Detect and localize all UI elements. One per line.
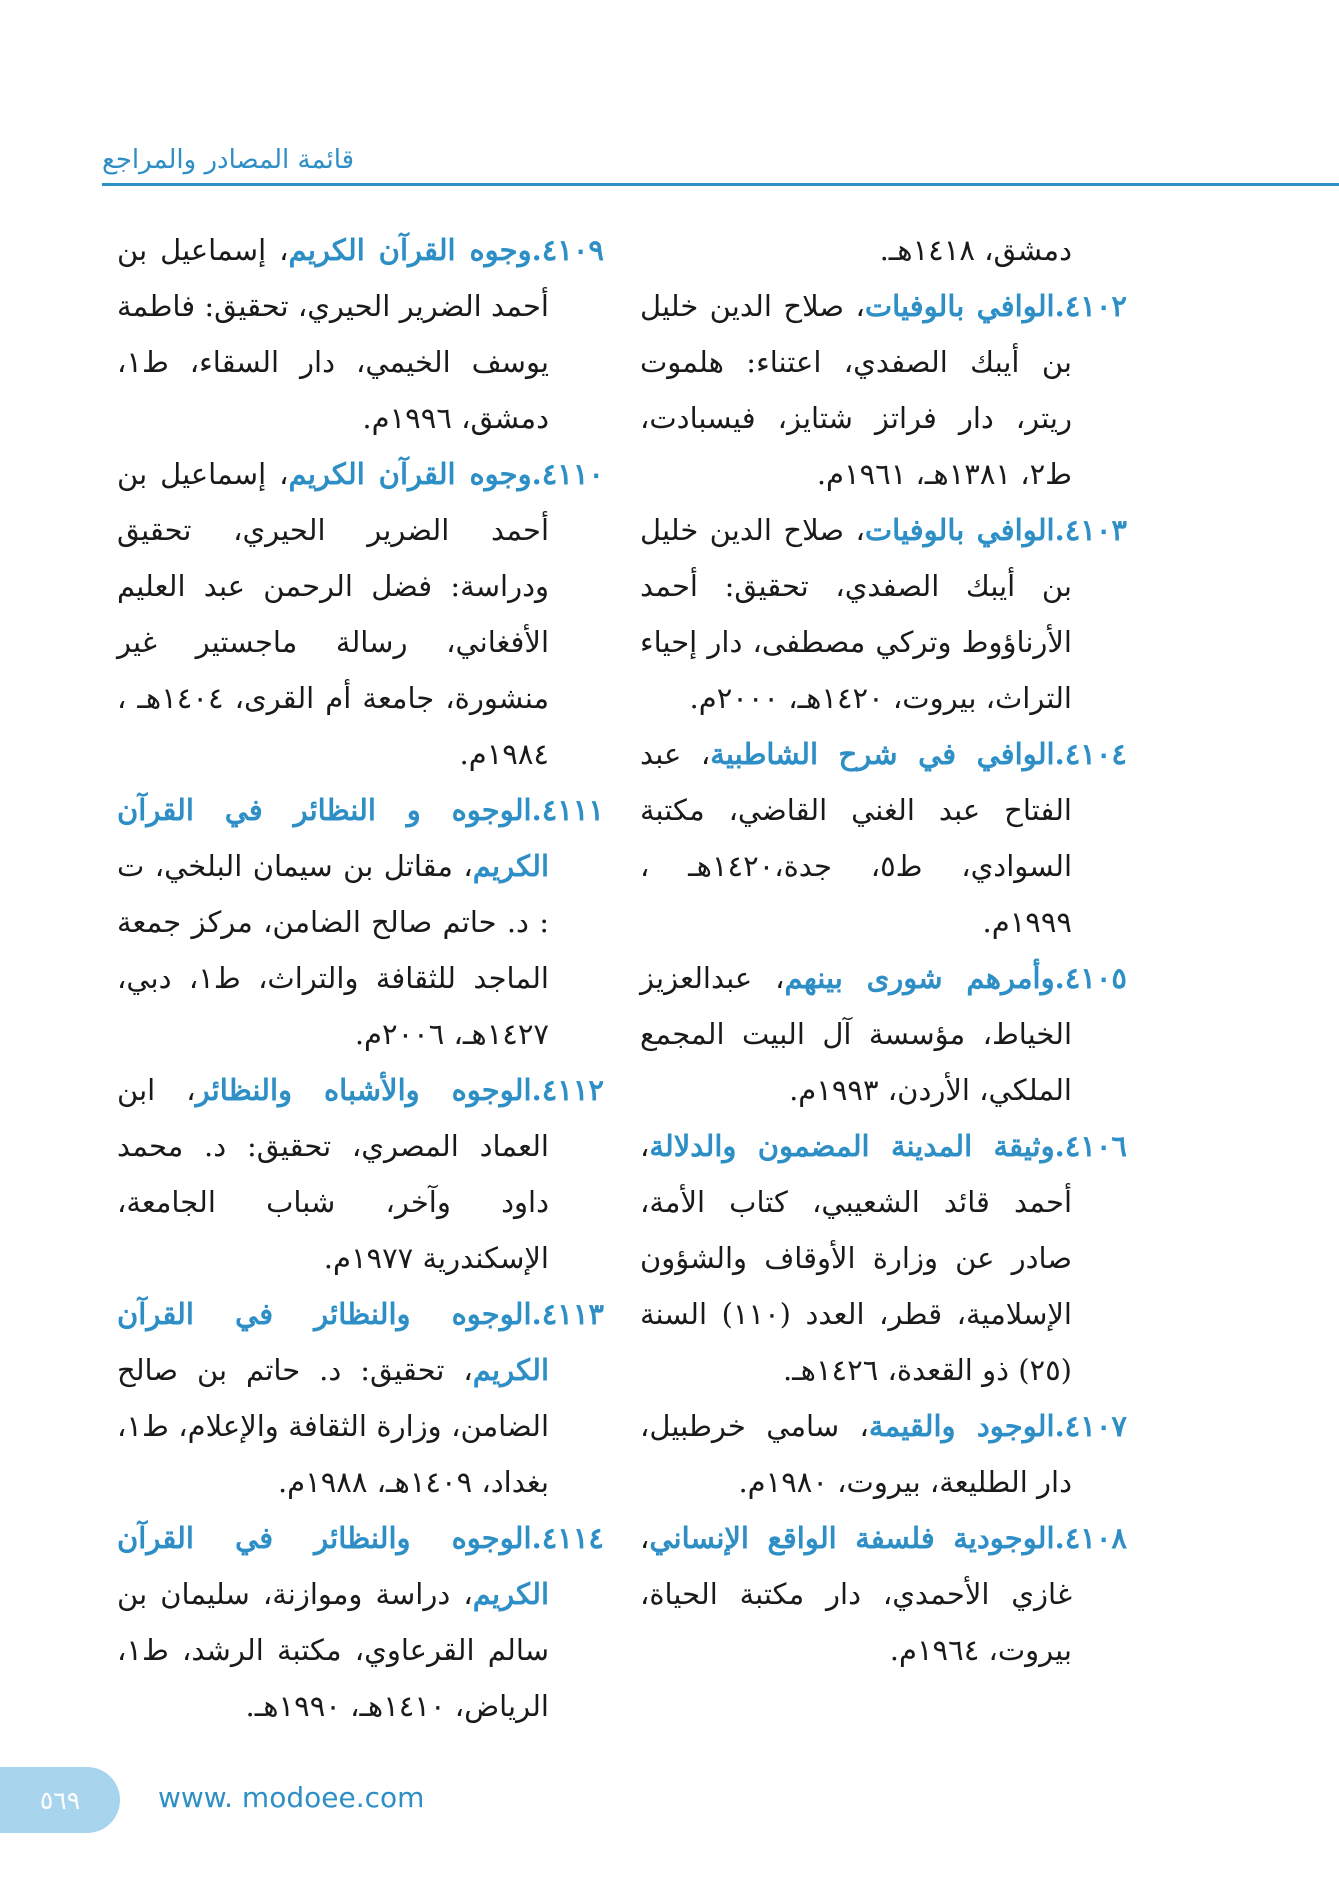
- entry-title: .وأمرهم شورى بينهم: [784, 961, 1065, 995]
- entry-details: ، عبد الفتاح عبد الغني القاضي، مكتبة السوادي، ط٥، جدة،١٤٢٠هـ ، ١٩٩٩م.: [640, 737, 1072, 939]
- entry-number: ٤١٠٥: [1064, 961, 1128, 995]
- entry-title: .وثيقة المدينة المضمون والدلالة: [649, 1129, 1065, 1163]
- page-number: ٥٦٩: [39, 1785, 81, 1815]
- entry-details: ، إسماعيل بن أحمد الضرير الحيري، تحقيق: فاطمة يوسف الخيمي، دار السقاء، ط١، دمشق، ١٩٩٦م.: [117, 233, 549, 435]
- entry-details: ، سامي خرطبيل، دار الطليعة، بيروت، ١٩٨٠م.: [640, 1409, 1072, 1499]
- bibliography-entry: [117, 222, 604, 446]
- entry-title: .وجوه القرآن الكريم: [288, 457, 542, 491]
- right-column: [640, 222, 1127, 1678]
- entry-number: ٤١٠٧: [1064, 1409, 1127, 1443]
- bibliography-entry: [117, 1286, 604, 1510]
- entry-number: ٤١١٣: [541, 1297, 604, 1331]
- entry-number: ٤١٠٨: [1064, 1521, 1127, 1555]
- bibliography-entry: [117, 1510, 604, 1734]
- left-column: [117, 222, 604, 1734]
- entry-number: ٤١١٢: [541, 1073, 604, 1107]
- entry-details: ، أحمد قائد الشعيبي، كتاب الأمة، صادر عن وزارة الأوقاف والشؤون الإسلامية، قطر، العدد (١١٠) السنة (٢٥) ذو القعدة، ١٤٢٦هـ.: [640, 1129, 1072, 1387]
- entry-title: .الوجودية فلسفة الواقع الإنساني: [649, 1521, 1065, 1555]
- bibliography-entry: [117, 1062, 604, 1286]
- entry-details: ، صلاح الدين خليل بن أيبك الصفدي، تحقيق: أحمد الأرناؤوط وتركي مصطفى، دار إحياء التراث، بيروت، ١٤٢٠هـ، ٢٠٠٠م.: [640, 513, 1072, 715]
- entry-title: .الوجوه والنظائر في القرآن الكريم: [117, 1521, 549, 1611]
- entry-title: .الوجوه و النظائر في القرآن الكريم: [117, 793, 549, 883]
- website-url[interactable]: www. modoee.com: [158, 1781, 425, 1814]
- header-rule: [102, 183, 1339, 186]
- entry-title: .الوجوه والنظائر في القرآن الكريم: [117, 1297, 549, 1387]
- bibliography-entry: [640, 1510, 1127, 1678]
- entry-title: .الوافي بالوفيات: [864, 513, 1065, 547]
- entry-number: ٤١١١: [541, 793, 604, 827]
- entry-title: .الوجوه والأشباه والنظائر: [195, 1073, 542, 1107]
- entry-details: ، غازي الأحمدي، دار مكتبة الحياة، بيروت، ١٩٦٤م.: [640, 1521, 1072, 1667]
- page-number-badge: [0, 1767, 120, 1833]
- bibliography-entry: [640, 1398, 1127, 1510]
- entry-number: ٤١٠٢: [1064, 289, 1127, 323]
- entry-number: ٤١١٤: [541, 1521, 604, 1555]
- entry-details: ، مقاتل بن سيمان البلخي، ت : د. حاتم صالح الضامن، مركز جمعة الماجد للثقافة والتراث، ط١، دبي، ١٤٢٧هـ، ٢٠٠٦م.: [117, 849, 549, 1051]
- bibliography-entry: [640, 1118, 1127, 1398]
- entry-number: ٤١٠٤: [1064, 737, 1127, 771]
- entry-number: ٤١٠٦: [1064, 1129, 1127, 1163]
- bibliography-entry: [640, 278, 1127, 502]
- bibliography-entry: [640, 726, 1127, 950]
- bibliography-entry: [117, 782, 604, 1062]
- page-header: [102, 145, 1339, 185]
- entry-title: .الوافي في شرح الشاطبية: [710, 737, 1065, 771]
- entry-details: ، دراسة وموازنة، سليمان بن سالم القرعاوي، مكتبة الرشد، ط١، الرياض، ١٤١٠هـ، ١٩٩٠هـ.: [117, 1577, 549, 1723]
- entry-number: ٤١٠٣: [1064, 513, 1127, 547]
- entry-title: .الوجود والقيمة: [868, 1409, 1065, 1443]
- entry-title: .وجوه القرآن الكريم: [288, 233, 542, 267]
- bibliography-entry: [117, 446, 604, 782]
- entry-details: ، ابن العماد المصري، تحقيق: د. محمد داود وآخر، شباب الجامعة، الإسكندرية ١٩٧٧م.: [117, 1073, 549, 1275]
- bibliography-entry: [640, 502, 1127, 726]
- entry-details: ، تحقيق: د. حاتم بن صالح الضامن، وزارة الثقافة والإعلام، ط١، بغداد، ١٤٠٩هـ، ١٩٨٨م.: [117, 1353, 549, 1499]
- header-title: قائمة المصادر والمراجع: [102, 145, 355, 175]
- entry-number: ٤١٠٩: [541, 233, 605, 267]
- entry-title: .الوافي بالوفيات: [864, 289, 1065, 323]
- entry-details: ، إسماعيل بن أحمد الضرير الحيري، تحقيق ودراسة: فضل الرحمن عبد العليم الأفغاني، رسالة ماجستير غير منشورة، جامعة أم القرى، ١٤٠٤هـ ، ١٩٨٤م.: [117, 457, 549, 771]
- entry-details: ، صلاح الدين خليل بن أيبك الصفدي، اعتناء: هلموت ريتر، دار فراتز شتايز، فيسبادت، ط٢، ١٣٨١هـ، ١٩٦١م.: [640, 289, 1072, 491]
- entry-number: ٤١١٠: [541, 457, 605, 491]
- continuation-text: دمشق، ١٤١٨هـ.: [879, 233, 1072, 267]
- entry-details: ، عبدالعزيز الخياط، مؤسسة آل البيت المجمع الملكي، الأردن، ١٩٩٣م.: [640, 961, 1072, 1107]
- bibliography-entry: [640, 950, 1127, 1118]
